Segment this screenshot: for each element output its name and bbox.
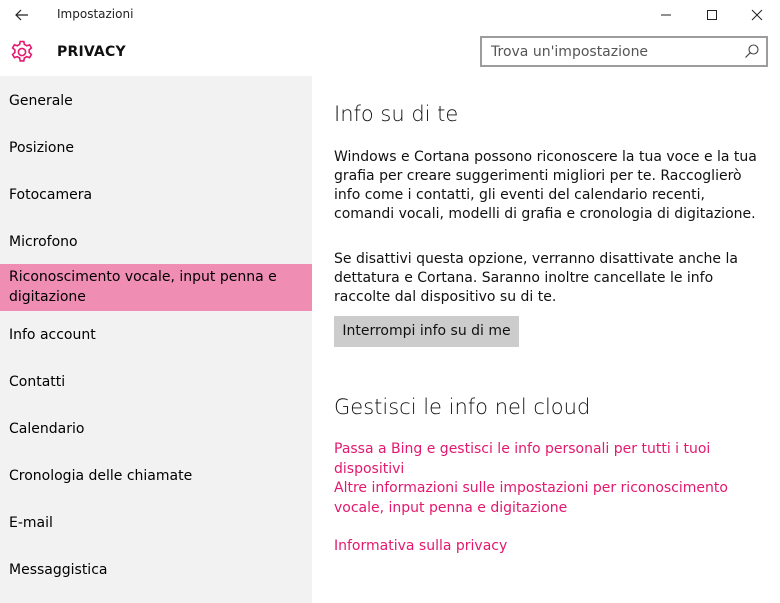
sidebar-item-info-account[interactable]: Info account (9, 327, 96, 343)
sidebar-item-posizione[interactable]: Posizione (9, 140, 74, 156)
back-arrow-icon (15, 9, 29, 21)
bing-manage-link[interactable]: Passa a Bing e gestisci le info personali per tutti i tuoi dispositivi (334, 441, 711, 477)
main-content (312, 76, 780, 603)
more-info-link[interactable]: Altre informazioni sulle impostazioni per riconoscimento vocale, input penna e digitazione (334, 480, 728, 516)
sidebar-item-calendario[interactable]: Calendario (9, 421, 85, 437)
sidebar (0, 76, 312, 603)
sidebar-item-contatti[interactable]: Contatti (9, 374, 66, 390)
sidebar-item-messaggistica[interactable]: Messaggistica (9, 562, 108, 578)
section-heading-info: Info su di te (334, 102, 459, 126)
title-bar (0, 0, 780, 30)
search-box[interactable] (480, 36, 768, 67)
sidebar-item-fotocamera[interactable]: Fotocamera (9, 187, 93, 203)
minimize-icon (660, 9, 672, 21)
window-title: Impostazioni (57, 7, 134, 21)
stop-info-button[interactable]: Interrompi info su di me (334, 316, 519, 347)
search-input[interactable] (482, 38, 732, 65)
sidebar-item-microfono[interactable]: Microfono (9, 234, 78, 250)
close-button[interactable] (734, 0, 780, 30)
back-button[interactable] (6, 0, 38, 30)
sidebar-item-cronologia-chiamate[interactable]: Cronologia delle chiamate (9, 468, 193, 484)
gear-icon (9, 39, 35, 65)
maximize-button[interactable] (689, 0, 735, 30)
info-description: Windows e Cortana possono riconoscere la tua voce e la tua grafia per creare suggerimenti migliori per te. Raccoglierò info come i contatti, gli eventi del calendario recenti, comandi vocali, modelli di grafia e cronologia di digitazione. (334, 149, 757, 222)
sidebar-item-email[interactable]: E-mail (9, 515, 53, 531)
maximize-icon (706, 9, 718, 21)
minimize-button[interactable] (643, 0, 689, 30)
sidebar-item-generale[interactable]: Generale (9, 93, 73, 109)
sidebar-item-riconoscimento-vocale[interactable]: Riconoscimento vocale, input penna e digitazione (0, 264, 312, 311)
search-icon[interactable] (744, 43, 760, 59)
page-header (0, 30, 780, 76)
disable-warning: Se disattivi questa opzione, verranno disattivate anche la dettatura e Cortana. Saranno inoltre cancellate le info raccolte dal dispositivo su di te. (334, 251, 738, 305)
section-heading-cloud: Gestisci le info nel cloud (334, 395, 591, 419)
page-title: PRIVACY (57, 44, 126, 60)
close-icon (751, 9, 763, 21)
privacy-statement-link[interactable]: Informativa sulla privacy (334, 538, 508, 554)
